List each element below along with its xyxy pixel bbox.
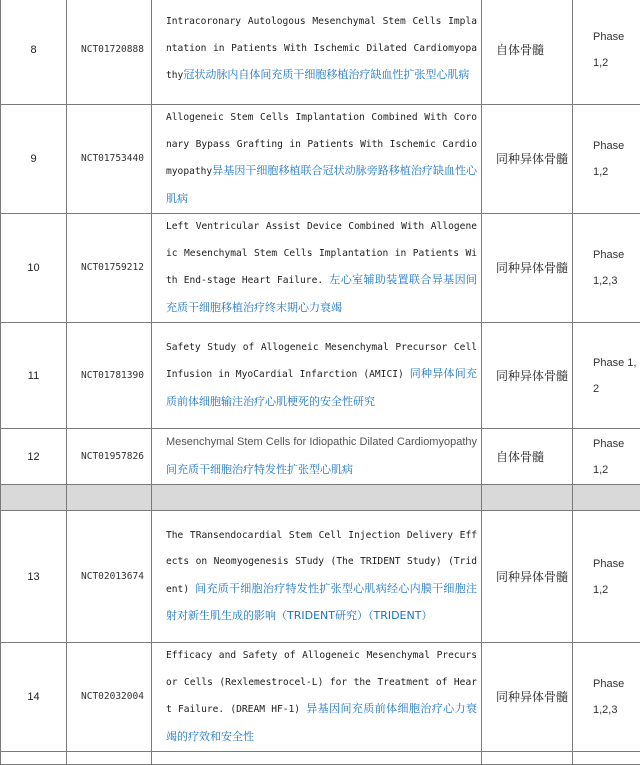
study-title xyxy=(152,323,482,429)
row-number: 11 xyxy=(1,323,67,429)
study-title-zh: 左心室辅助装置联合异基因间充质干细胞移植治疗终末期心力衰竭 xyxy=(166,273,477,314)
table-row xyxy=(1,511,640,643)
table-row-partial xyxy=(1,752,640,765)
cell-source: 同种异体骨髓 xyxy=(482,511,573,643)
trial-phase: Phase 1,2 xyxy=(573,0,640,105)
empty-cell xyxy=(152,485,482,511)
nct-id: NCT01720888 xyxy=(67,0,152,105)
cell-source: 自体骨髓 xyxy=(482,429,573,485)
table-row xyxy=(1,323,640,429)
study-title-zh: 异基因干细胞移植联合冠状动脉旁路移植治疗缺血性心肌病 xyxy=(166,164,477,205)
study-title-en: Safety Study of Allogeneic Mesenchymal Precursor Cell Infusion in MyoCardial Infarction (AMICI) xyxy=(166,342,477,381)
blank-separator-row xyxy=(1,485,640,511)
cell-source: 同种异体骨髓 xyxy=(482,214,573,323)
empty-cell xyxy=(482,485,573,511)
study-title xyxy=(152,643,482,752)
row-number: 14 xyxy=(1,643,67,752)
trial-phase: Phase 1,2,3 xyxy=(573,214,640,323)
empty-cell xyxy=(67,485,152,511)
table-row xyxy=(1,643,640,752)
study-title-zh: 异基因间充质前体细胞治疗心力衰竭的疗效和安全性 xyxy=(166,702,477,743)
trial-phase: Phase 1, 2 xyxy=(573,323,640,429)
row-number: 10 xyxy=(1,214,67,323)
trial-phase: Phase 1,2,3 xyxy=(573,643,640,752)
trial-phase: Phase 1,2 xyxy=(573,429,640,485)
study-title xyxy=(152,105,482,214)
nct-id: NCT01753440 xyxy=(67,105,152,214)
empty-cell xyxy=(152,752,482,765)
study-title-en: Intracoronary Autologous Mesenchymal Stem Cells Implantation in Patients With Ischemic Dilated Cardiomyopathy xyxy=(166,16,477,81)
study-title xyxy=(152,429,482,485)
nct-id: NCT02013674 xyxy=(67,511,152,643)
nct-id: NCT01957826 xyxy=(67,429,152,485)
study-title xyxy=(152,214,482,323)
table-row xyxy=(1,105,640,214)
table-row xyxy=(1,0,640,105)
table-row xyxy=(1,429,640,485)
study-title xyxy=(152,0,482,105)
trial-phase: Phase 1,2 xyxy=(573,511,640,643)
cell-source: 同种异体骨髓 xyxy=(482,105,573,214)
nct-id: NCT01759212 xyxy=(67,214,152,323)
empty-cell xyxy=(573,485,640,511)
study-title xyxy=(152,511,482,643)
empty-cell xyxy=(67,752,152,765)
nct-id: NCT01781390 xyxy=(67,323,152,429)
row-number: 8 xyxy=(1,0,67,105)
nct-id: NCT02032004 xyxy=(67,643,152,752)
trial-phase: Phase 1,2 xyxy=(573,105,640,214)
row-number: 9 xyxy=(1,105,67,214)
table-row xyxy=(1,214,640,323)
empty-cell xyxy=(1,752,67,765)
study-title-en: Allogeneic Stem Cells Implantation Combined With Coronary Bypass Grafting in Patients With Ischemic Cardiomyopathy xyxy=(166,112,477,177)
study-title-zh: 冠状动脉内自体间充质干细胞移植治疗缺血性扩张型心肌病 xyxy=(183,68,469,81)
study-title-zh: 间充质干细胞治疗特发性扩张型心肌病 xyxy=(166,463,353,476)
empty-cell xyxy=(1,485,67,511)
study-title-zh: 间充质干细胞治疗特发性扩张型心肌病经心内膜干细胞注射对新生肌生成的影响（TRIDENT研究）（TRIDENT） xyxy=(166,582,477,623)
study-title-en: Mesenchymal Stem Cells for Idiopathic Dilated Cardiomyopathy xyxy=(166,436,477,448)
row-number: 13 xyxy=(1,511,67,643)
study-title-zh: 同种异体间充质前体细胞输注治疗心肌梗死的安全性研究 xyxy=(166,367,477,408)
cell-source: 自体骨髓 xyxy=(482,0,573,105)
empty-cell xyxy=(482,752,573,765)
study-title-en: The TRansendocardial Stem Cell Injection Delivery Effects on Neomyogenesis STudy (The TRIDENT Study) (Trident) xyxy=(166,530,477,595)
empty-cell xyxy=(573,752,640,765)
study-title-en: Efficacy and Safety of Allogeneic Mesenchymal Precursor Cells (Rexlemestrocel-L) for the Treatment of Heart Failure. (DREAM HF-1) xyxy=(166,650,477,715)
study-title-en: Left Ventricular Assist Device Combined With Allogeneic Mesenchymal Stem Cells Implantation in Patients With End-stage Heart Failure. xyxy=(166,221,477,286)
row-number: 12 xyxy=(1,429,67,485)
cell-source: 同种异体骨髓 xyxy=(482,643,573,752)
cell-source: 同种异体骨髓 xyxy=(482,323,573,429)
